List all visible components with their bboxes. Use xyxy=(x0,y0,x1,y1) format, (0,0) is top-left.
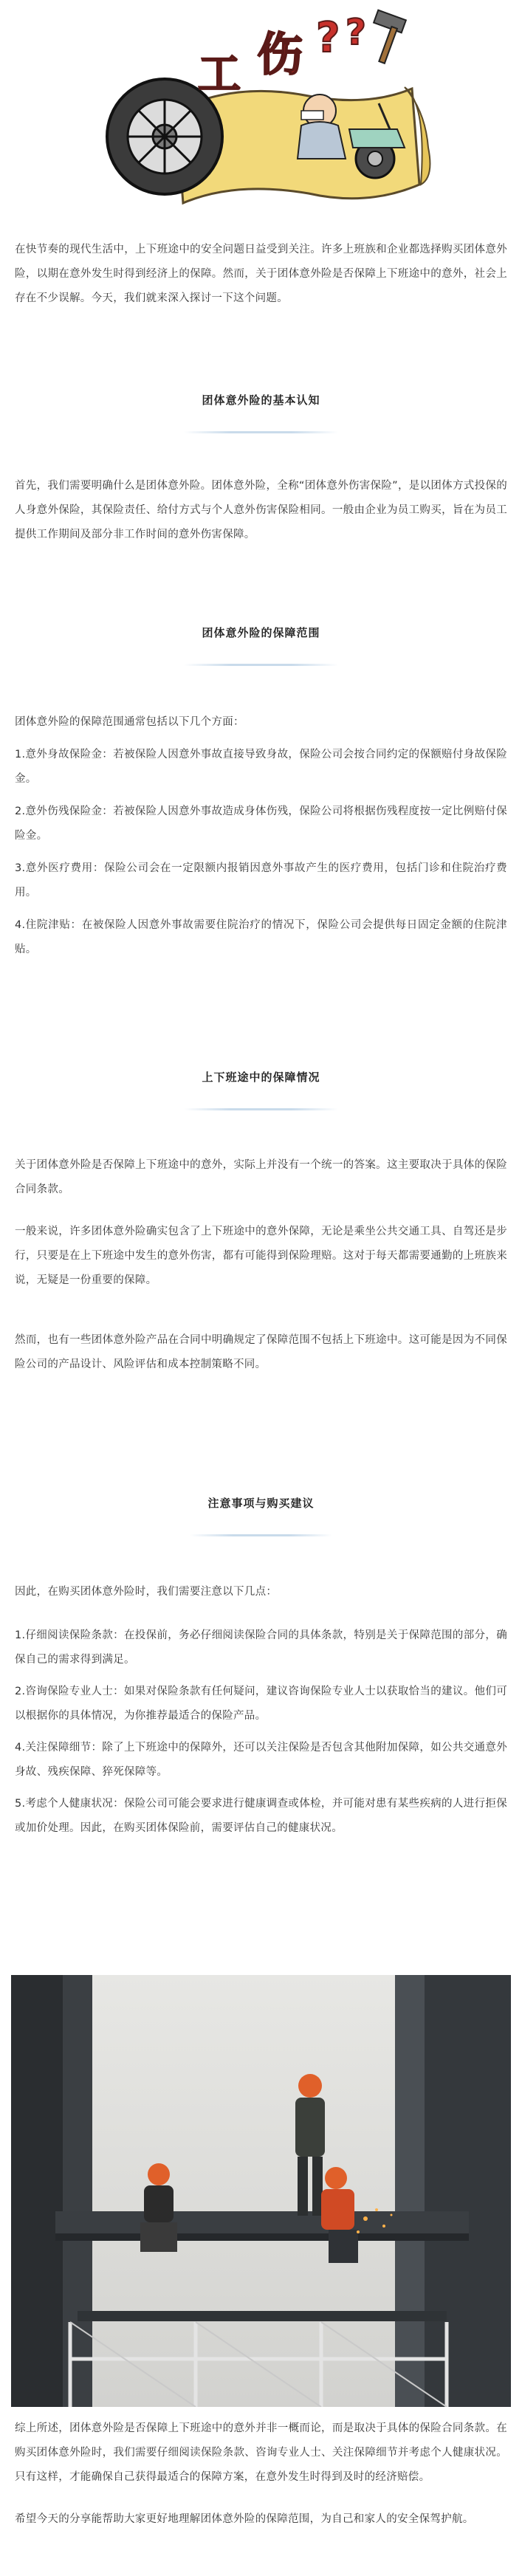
conclusion-section xyxy=(15,2417,507,2532)
scope-item: 3.意外医疗费用：保险公司会在一定限额内报销因意外事故产生的医疗费用，包括门诊和住院治疗费用。 xyxy=(15,862,507,899)
commute-section xyxy=(15,1153,507,1377)
scope-item: 2.意外伤残保险金：若被保险人因意外事故造成身体伤残，保险公司将根据伤残程度按一定比例赔付保险金。 xyxy=(15,806,507,842)
scope-item: 4.住院津贴：在被保险人因意外事故需要住院治疗的情况下，保险公司会提供每日固定金额的住院津贴。 xyxy=(15,919,507,955)
section-heading-advice: 注意事项与购买建议 xyxy=(190,1489,332,1533)
svg-text:伤: 伤 xyxy=(257,27,303,81)
advice-section xyxy=(15,1580,507,1841)
advice-item: 2.咨询保险专业人士：如果对保险条款有任何疑问，建议咨询保险专业人士以获取恰当的建议。他们可以根据你的具体情况，为你推荐最适合的保险产品。 xyxy=(15,1686,507,1722)
scope-lead: 团体意外险的保障范围通常包括以下几个方面： xyxy=(15,716,244,728)
commute-paragraph: 一般来说，许多团体意外险确实包含了上下班途中的意外保障，无论是乘坐公共交通工具、自驾还是步行，只要是在上下班途中发生的意外伤害，都有可能得到保险理赔。这对于每天都需要通勤的上班族来说，无疑是一份重要的保障。 xyxy=(15,1226,507,1286)
svg-text:工: 工 xyxy=(198,49,241,99)
advice-item: 5.考虑个人健康状况：保险公司可能会要求进行健康调查或体检，并可能对患有某些疾病的人进行拒保或加价处理。因此，在购买团体保险前，需要评估自己的健康状况。 xyxy=(15,1798,507,1834)
basic-section xyxy=(15,474,507,547)
work-injury-illustration xyxy=(87,0,434,221)
section-heading-wrap xyxy=(0,1063,522,1107)
section-heading-basic: 团体意外险的基本认知 xyxy=(184,386,337,430)
scope-item: 1.意外身故保险金：若被保险人因意外事故直接导致身故，保险公司会按合同约定的保额赔付身故保险金。 xyxy=(15,749,507,785)
conclusion-paragraph: 综上所述，团体意外险是否保障上下班途中的意外并非一概而论，而是取决于具体的保险合同条款。在购买团体意外险时，我们需要仔细阅读保险条款、咨询专业人士、关注保障细节并考虑个人健康状况。只有这样，才能确保自己获得最适合的保障方案，在意外发生时得到及时的经济赔偿。 xyxy=(15,2422,507,2483)
commute-paragraph: 然而，也有一些团体意外险产品在合同中明确规定了保障范围不包括上下班途中。这可能是因为不同保险公司的产品设计、风险评估和成本控制策略不同。 xyxy=(15,1334,507,1370)
advice-item: 1.仔细阅读保险条款：在投保前，务必仔细阅读保险合同的具体条款，特别是关于保障范围的部分，确保自己的需求得到满足。 xyxy=(15,1629,507,1666)
construction-workers-photo xyxy=(11,1975,511,2407)
advice-lead: 因此，在购买团体意外险时，我们需要注意以下几点： xyxy=(15,1586,278,1598)
conclusion-paragraph: 希望今天的分享能帮助大家更好地理解团体意外险的保障范围，为自己和家人的安全保驾护航。 xyxy=(15,2513,474,2525)
section-heading-wrap xyxy=(0,1489,522,1533)
section-heading-commute: 上下班途中的保障情况 xyxy=(184,1063,337,1107)
advice-item: 4.关注保障细节：除了上下班途中的保障外，还可以关注保险是否包含其他附加保障，如公共交通意外身故、残疾保障、猝死保障等。 xyxy=(15,1742,507,1778)
section-heading-wrap xyxy=(0,619,522,663)
basic-paragraph: 首先，我们需要明确什么是团体意外险。团体意外险，全称“团体意外伤害保险”，是以团体方式投保的人身意外保险，其保险责任、给付方式与个人意外伤害保险相同。一般由企业为员工购买，旨在为员工提供工作期间及部分非工作时间的意外伤害保障。 xyxy=(15,480,507,540)
section-heading-scope: 团体意外险的保障范围 xyxy=(184,619,337,663)
intro-paragraph: 在快节奏的现代生活中，上下班途中的安全问题日益受到关注。许多上班族和企业都选择购买团体意外险，以期在意外发生时得到经济上的保障。然而，关于团体意外险是否保障上下班途中的意外，社会上存在不少误解。今天，我们就来深入探讨一下这个问题。 xyxy=(15,244,507,304)
section-heading-wrap xyxy=(0,386,522,430)
intro-section xyxy=(15,238,507,311)
commute-paragraph: 关于团体意外险是否保障上下班途中的意外，实际上并没有一个统一的答案。这主要取决于具体的保险合同条款。 xyxy=(15,1159,507,1195)
svg-text:?: ? xyxy=(346,12,366,53)
svg-text:?: ? xyxy=(316,14,340,62)
scope-section xyxy=(15,710,507,962)
